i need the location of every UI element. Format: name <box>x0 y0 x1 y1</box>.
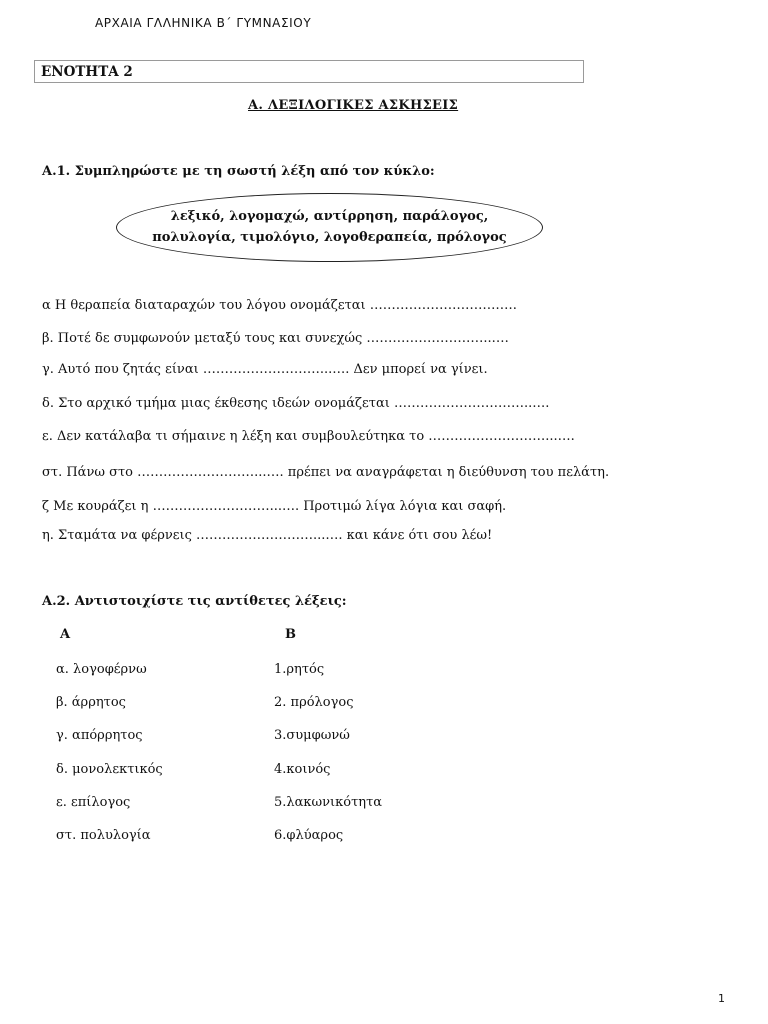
match-b-item: 6.φλύαρος <box>274 828 344 843</box>
sentence-b: β. Ποτέ δε συμφωνούν μεταξύ τους και συνεχώς ………………………...… <box>42 331 509 346</box>
match-b-item: 1.ρητός <box>274 662 325 677</box>
match-b-item: 5.λακωνικότητα <box>274 795 383 810</box>
sentence-d: δ. Στο αρχικό τμήμα μιας έκθεσης ιδεών ονομάζεται …………………………..…. <box>42 396 550 411</box>
document-header: ΑΡΧΑΙΑ ΓΛΛΗΝΙΚΑ Β΄ ΓΥΜΝΑΣΙΟΥ <box>95 16 312 30</box>
match-a-item: στ. πολυλογία <box>56 828 151 843</box>
sentence-a: α Η θεραπεία διαταραχών του λόγου ονομάζεται ……………………………. <box>42 298 517 313</box>
match-b-item: 3.συμφωνώ <box>274 728 350 743</box>
match-a-item: α. λογοφέρνω <box>56 662 147 677</box>
unit-title-box <box>34 60 584 83</box>
word-circle-text <box>116 206 543 248</box>
sentence-st: στ. Πάνω στο ………………………...…. πρέπει να αναγράφεται η διεύθυνση του πελάτη. <box>42 465 610 480</box>
word-circle-line-1: λεξικό, λογομαχώ, αντίρρηση, παράλογος, <box>170 209 489 224</box>
word-circle-line-2: πολυλογία, τιμολόγιο, λογοθεραπεία, πρόλογος <box>152 230 507 245</box>
match-a-item: γ. απόρρητος <box>56 728 143 743</box>
column-a-label: Α <box>60 627 71 642</box>
unit-title: ΕΝΟΤΗΤΑ 2 <box>41 64 133 80</box>
match-a-item: δ. μονολεκτικός <box>56 762 163 777</box>
match-b-item: 2. πρόλογος <box>274 695 354 710</box>
match-a-item: ε. επίλογος <box>56 795 131 810</box>
exercise-1-heading: Α.1. Συμπληρώστε με τη σωστή λέξη από τον κύκλο: <box>42 164 435 179</box>
sentence-e: ε. Δεν κατάλαβα τι σήμαινε η λέξη και συμβουλεύτηκα το ………………………...…. <box>42 429 575 444</box>
exercise-2-heading: Α.2. Αντιστοιχίστε τις αντίθετες λέξεις: <box>42 594 347 609</box>
sentence-h: η. Σταμάτα να φέρνεις ………………………...…. και κάνε ότι σου λέω! <box>42 528 493 543</box>
sentence-z: ζ Με κουράζει η ………………………...…. Προτιμώ λίγα λόγια και σαφή. <box>42 499 507 514</box>
section-title: Α. ΛΕΞΙΛΟΓΙΚΕΣ ΑΣΚΗΣΕΙΣ <box>248 98 459 113</box>
sentence-c: γ. Αυτό που ζητάς είναι ………………………...…. Δεν μπορεί να γίνει. <box>42 362 488 377</box>
match-a-item: β. άρρητος <box>56 695 126 710</box>
page-number: 1 <box>718 992 725 1005</box>
column-b-label: Β <box>285 627 296 642</box>
match-b-item: 4.κοινός <box>274 762 331 777</box>
